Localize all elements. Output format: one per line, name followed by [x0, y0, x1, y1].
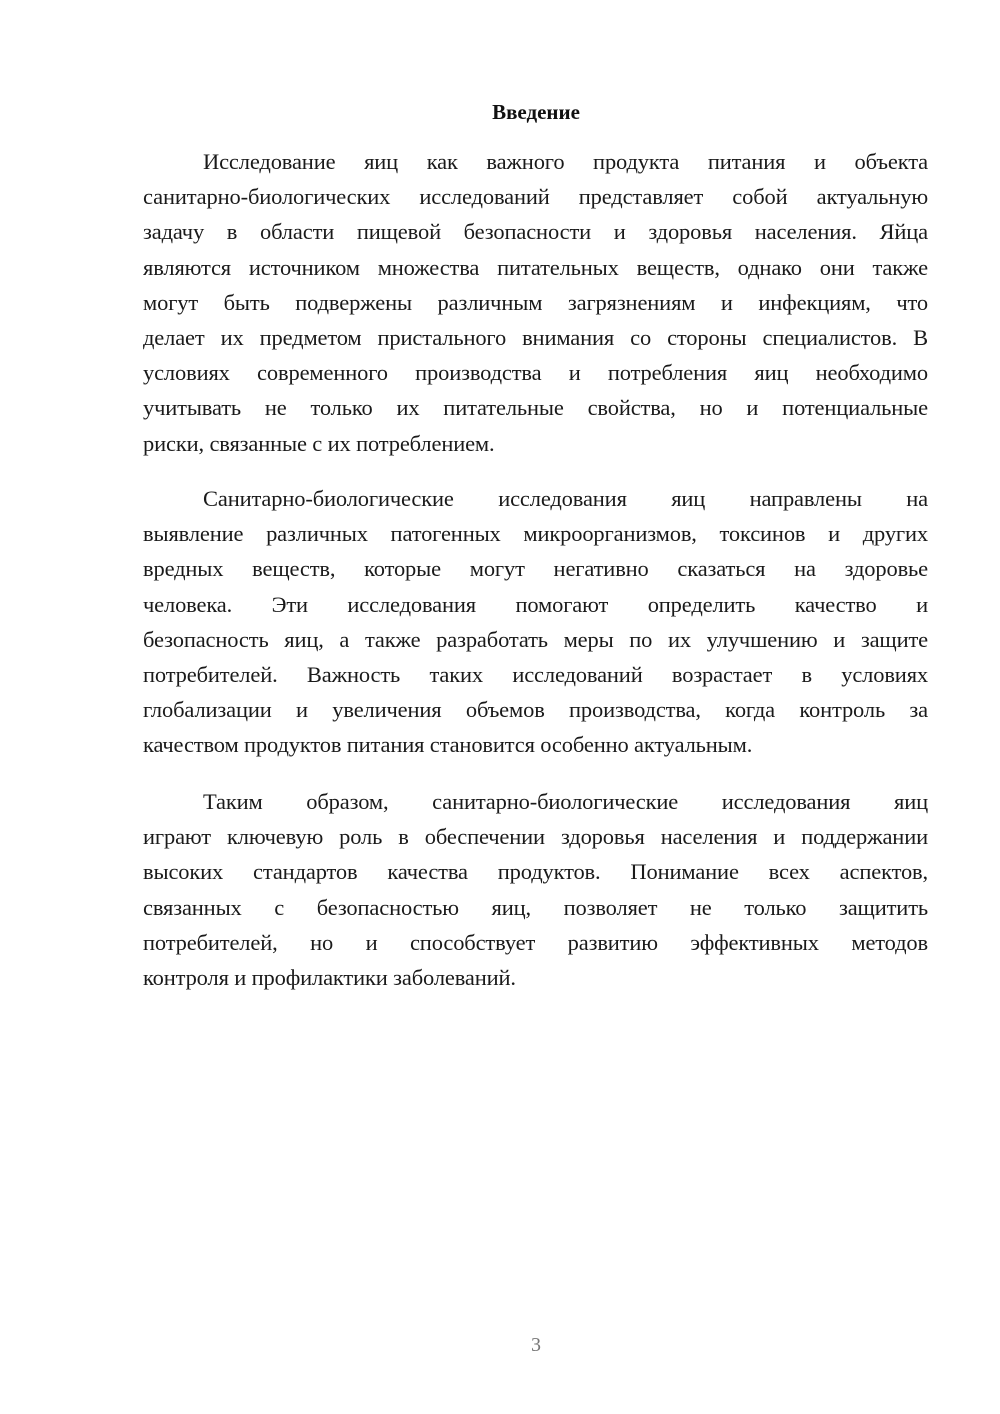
text-line: являются источником множества питательных веществ, однако они также: [143, 254, 928, 280]
text-line: Таким образом, санитарно-биологические исследования яиц: [203, 789, 928, 814]
text-line: качеством продуктов питания становится особенно актуальным.: [143, 732, 753, 758]
text-line: безопасность яиц, а также разработать меры по их улучшению и защите: [143, 626, 928, 652]
text-line: связанных с безопасностью яиц, позволяет не только защитить: [143, 894, 928, 920]
text-line: Санитарно-биологические исследования яиц направлены на: [203, 486, 928, 511]
text-line: санитарно-биологических исследований представляет собой актуальную: [143, 184, 928, 210]
text-line: выявление различных патогенных микроорганизмов, токсинов и других: [143, 521, 928, 547]
text-line: играют ключевую роль в обеспечении здоровья населения и поддержании: [143, 824, 928, 850]
text-line: потребителей, но и способствует развитию эффективных методов: [143, 929, 928, 955]
text-line: риски, связанные с их потреблением.: [143, 430, 495, 456]
paragraph-2: [143, 481, 928, 763]
text-line: условиях современного производства и потребления яиц необходимо: [143, 360, 928, 386]
text-line: глобализации и увеличения объемов производства, когда контроль за: [143, 697, 928, 723]
text-line: высоких стандартов качества продуктов. Понимание всех аспектов,: [143, 859, 928, 885]
text-line: вредных веществ, которые могут негативно сказаться на здоровье: [143, 556, 928, 582]
page-number: 3: [531, 1334, 541, 1356]
section-title: Введение: [492, 100, 580, 124]
text-line: потребителей. Важность таких исследований возрастает в условиях: [143, 661, 928, 687]
text-line: могут быть подвержены различным загрязнениям и инфекциям, что: [143, 289, 928, 315]
paragraph-3: [143, 784, 928, 995]
paragraph-1: [143, 144, 928, 461]
text-line: задачу в области пищевой безопасности и здоровья населения. Яйца: [143, 219, 928, 245]
text-line: контроля и профилактики заболеваний.: [143, 964, 516, 990]
text-line: человека. Эти исследования помогают определить качество и: [143, 591, 928, 617]
text-line: делает их предметом пристального внимания со стороны специалистов. В: [143, 324, 928, 350]
text-line: Исследование яиц как важного продукта питания и объекта: [203, 149, 928, 174]
text-line: учитывать не только их питательные свойства, но и потенциальные: [143, 395, 928, 421]
